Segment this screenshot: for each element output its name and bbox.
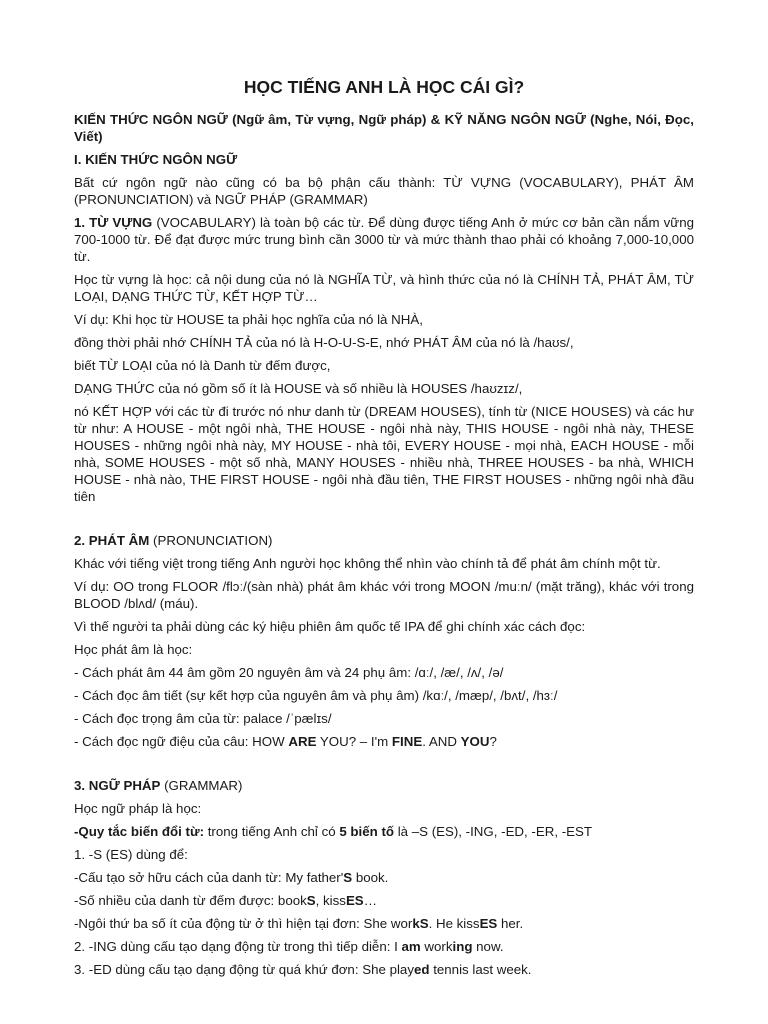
grammar-ing-usage xyxy=(74,938,694,955)
grammar-ing-b: am xyxy=(401,939,421,954)
vocab-example-1: Ví dụ: Khi học từ HOUSE ta phải học nghĩa của nó là NHÀ, xyxy=(74,312,423,327)
vocab-example-4: DẠNG THỨC của nó gồm số ít là HOUSE và số nhiều là HOUSES /haʊzɪz/, xyxy=(74,381,523,396)
page-title: HỌC TIẾNG ANH LÀ HỌC CÁI GÌ? xyxy=(243,77,525,97)
grammar-rule-d: là –S (ES), -ING, -ED, -ER, -EST xyxy=(394,824,592,839)
grammar-possessive-a: -Cấu tạo sở hữu cách của danh từ: My father' xyxy=(74,870,344,885)
grammar-third-person-e: her. xyxy=(497,916,524,931)
grammar-heading-rest: (GRAMMAR) xyxy=(160,778,243,793)
grammar-third-person-c: . He kiss xyxy=(428,916,480,931)
grammar-ing-c: work xyxy=(420,939,453,954)
subtitle-text: KIẾN THỨC NGÔN NGỮ (Ngữ âm, Từ vựng, Ngữ pháp) & KỸ NĂNG NGÔN NGỮ (Nghe, Nói, Đọc, Viết) xyxy=(74,112,694,144)
pron-heading-rest: (PRONUNCIATION) xyxy=(149,533,273,548)
pron-item-4-a: - Cách đọc ngữ điệu của câu: HOW xyxy=(74,734,289,749)
grammar-third-person xyxy=(74,915,694,932)
grammar-rule-b: trong tiếng Anh chỉ có xyxy=(204,824,340,839)
grammar-heading-bold: 3. NGỮ PHÁP xyxy=(74,778,161,793)
grammar-ing-a: 2. -ING dùng cấu tạo dạng động từ trong thì tiếp diễn: I xyxy=(74,939,402,954)
vocab-example-2: đồng thời phải nhớ CHÍNH TẢ của nó là H-O-U-S-E, nhớ PHÁT ÂM của nó là /haʊs/, xyxy=(74,335,574,350)
subtitle xyxy=(74,111,694,145)
pron-heading xyxy=(74,532,694,549)
pron-item-4-b: ARE xyxy=(288,734,317,749)
pron-item-4 xyxy=(74,733,694,750)
pron-heading-bold: 2. PHÁT ÂM xyxy=(74,533,150,548)
section-1-intro: Bất cứ ngôn ngữ nào cũng có ba bộ phận cấu thành: TỪ VỰNG (VOCABULARY), PHÁT ÂM (PRONUNCIATION) và NGỮ PHÁP (GRAMMAR) xyxy=(74,175,694,207)
grammar-rule-a: -Quy tắc biến đổi từ: xyxy=(74,824,205,839)
grammar-heading xyxy=(74,777,694,794)
vocab-example-5: nó KẾT HỢP với các từ đi trước nó như danh từ (DREAM HOUSES), tính từ (NICE HOUSES) và các hư từ như: A HOUSE - một ngôi nhà, THE HOUSE - ngôi nhà này, THIS HOUSE - ngôi nhà này, THESE HOUSES - những ngôi nhà này, MY HOUSE - nhà tôi, EVERY HOUSE - mọi nhà, EACH HOUSE - mỗi nhà, SOME HOUSES - một số nhà, MANY HOUSES - nhiều nhà, THREE HOUSES - ba nhà, WHICH HOUSE - nhà nào, THE FIRST HOUSE - ngôi nhà đầu tiên, THE FIRST HOUSES - những ngôi nhà đầu tiên xyxy=(74,404,694,504)
section-1-heading-text: I. KIẾN THỨC NGÔN NGỮ xyxy=(74,152,238,167)
grammar-s-usage: 1. -S (ES) dùng để: xyxy=(74,847,188,862)
grammar-ed-c: tennis last week. xyxy=(429,962,532,977)
pron-paragraph-4: Học phát âm là học: xyxy=(74,642,193,657)
pron-item-2: - Cách đọc âm tiết (sự kết hợp của nguyên âm và phụ âm) /kɑː/, /mæp/, /bʌt/, /hɜː/ xyxy=(74,688,558,703)
pron-item-4-c: YOU? – I'm xyxy=(316,734,392,749)
pron-item-1: - Cách phát âm 44 âm gồm 20 nguyên âm và 24 phụ âm: /ɑː/, /æ/, /ʌ/, /ə/ xyxy=(74,665,504,680)
pron-item-3: - Cách đọc trọng âm của từ: palace /ˈpælɪs/ xyxy=(74,711,332,726)
grammar-ed-usage xyxy=(74,961,694,978)
pron-paragraph-1: Khác với tiếng việt trong tiếng Anh người học không thể nhìn vào chính tả để phát âm chính một từ. xyxy=(74,556,661,571)
vocab-example-3: biết TỪ LOẠI của nó là Danh từ đếm được, xyxy=(74,358,331,373)
grammar-ing-d: ing xyxy=(452,939,473,954)
grammar-possessive xyxy=(74,869,694,886)
section-gap xyxy=(74,756,694,777)
grammar-plural-b: S xyxy=(306,893,316,908)
grammar-plural-c: , kiss xyxy=(315,893,346,908)
grammar-possessive-b: S xyxy=(343,870,353,885)
vocab-paragraph-2: Học từ vựng là học: cả nội dung của nó là NGHĨA TỪ, và hình thức của nó là CHÍNH TẢ, PHÁT ÂM, TỪ LOẠI, DẠNG THỨC TỪ, KẾT HỢP TỪ… xyxy=(74,272,694,304)
grammar-rule-c: 5 biến tố xyxy=(339,824,394,839)
section-gap xyxy=(74,511,694,532)
grammar-third-person-d: ES xyxy=(479,916,498,931)
pron-item-4-d: FINE xyxy=(391,734,423,749)
grammar-plural-d: ES xyxy=(345,893,364,908)
grammar-ed-a: 3. -ED dùng cấu tạo dạng động từ quá khứ đơn: She play xyxy=(74,962,414,977)
vocab-heading: 1. TỪ VỰNG xyxy=(74,215,153,230)
grammar-ed-b: ed xyxy=(413,962,430,977)
grammar-possessive-c: book. xyxy=(352,870,389,885)
vocab-paragraph xyxy=(74,214,694,265)
grammar-plural-e: … xyxy=(363,893,377,908)
pron-paragraph-2: Ví dụ: OO trong FLOOR /flɔː/(sàn nhà) phát âm khác với trong MOON /muːn/ (mặt trăng), khác với trong BLOOD /blʌd/ (máu). xyxy=(74,579,694,611)
section-1-heading xyxy=(74,151,694,168)
pron-item-4-f: YOU xyxy=(460,734,490,749)
grammar-plural xyxy=(74,892,694,909)
grammar-rule xyxy=(74,823,694,840)
pron-item-4-e: . AND xyxy=(422,734,461,749)
vocab-heading-rest: (VOCABULARY) là toàn bộ các từ. Để dùng được tiếng Anh ở mức cơ bản cần nắm vững 700-1000 từ. Để đạt được mức trung bình cần 3000 từ và mức thành thao phải có khoảng 7,000-10,000 từ. xyxy=(74,215,694,264)
grammar-third-person-b: kS xyxy=(412,916,429,931)
grammar-third-person-a: -Ngôi thứ ba số ít của động từ ở thì hiện tại đơn: She wor xyxy=(74,916,413,931)
grammar-ing-e: now. xyxy=(472,939,504,954)
grammar-plural-a: -Số nhiều của danh từ đếm được: book xyxy=(74,893,307,908)
grammar-paragraph-1: Học ngữ pháp là học: xyxy=(74,801,202,816)
pron-paragraph-3: Vì thế người ta phải dùng các ký hiệu phiên âm quốc tế IPA để ghi chính xác cách đọc: xyxy=(74,619,586,634)
pron-item-4-g: ? xyxy=(489,734,497,749)
